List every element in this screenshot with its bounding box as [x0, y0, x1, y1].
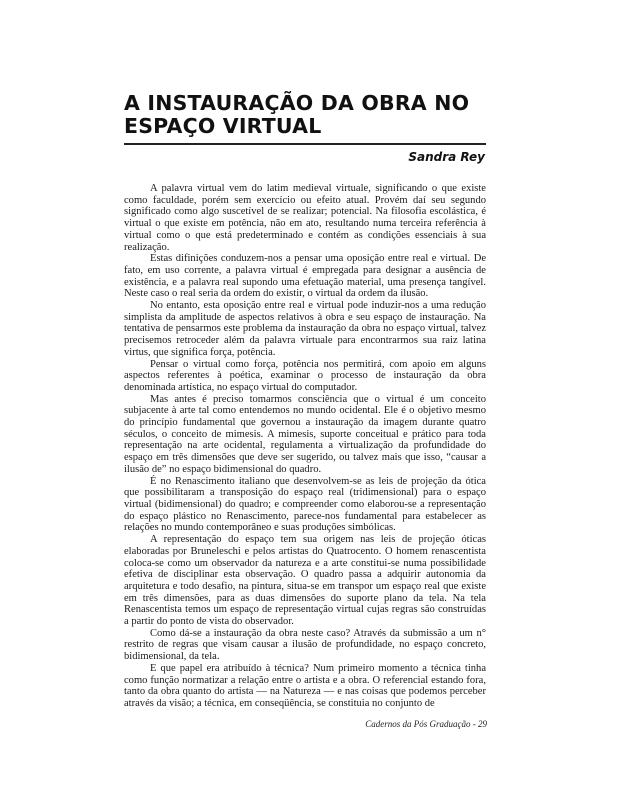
- paragraph: A palavra virtual vem do latim medieval virtuale, significando o que existe como faculdade, porém sem exercício ou efeito atual. Provém daí seu segundo significado como algo suscetível de se realizar; potencial. Na filosofia escolástica, é virtual o que existe em potência, não em ato, resultando numa terceira referência à virtual como o que está predeterminado e contém as condições essenciais à sua realização.: [124, 183, 486, 253]
- paragraph: Pensar o virtual como força, potência nos permitirá, com apoio em alguns aspectos referentes à poética, examinar o processo de instauração da obra denominada artística, no espaço virtual do computador.: [124, 358, 486, 393]
- article-body: [124, 183, 486, 710]
- paragraph: A representação do espaço tem sua origem nas leis de projeção óticas elaboradas por Bruneleschi e pelos artistas do Quatrocento. O homem renascentista coloca-se como um observador da natureza e a arte constitui-se numa possibilidade efetiva de disciplinar esta observação. O quadro passa a adquirir autonomia da arquitetura e todo desafio, na pintura, situa-se em transpor um espaço real que existe em três dimensões, para as duas dimensões do suporte plano da tela. Na tela Renascentista temos um espaço de representação virtual cujas regras são construídas a partir do ponto de vista do observador.: [124, 534, 486, 628]
- paragraph: É no Renascimento italiano que desenvolvem-se as leis de projeção da ótica que possibilitaram a transposição do espaço real (tridimensional) para o espaço virtual (bidimensional) do quadro; e compreender como elaborou-se a representação do espaço plástico no Renascimento, parece-nos fundamental para estabelecer as relações no mundo contemporâneo e suas produções simbólicas.: [124, 475, 486, 534]
- author-name: Sandra Rey: [408, 150, 485, 164]
- paragraph: No entanto, esta oposição entre real e virtual pode induzir-nos a uma redução simplista da amplitude de aspectos relativos à obra e seu espaço de instauração. Na tentativa de pensarmos este problema da instauração da obra no espaço virtual, talvez precisemos retroceder além da palavra virtuale para encontrarmos sua raiz latina virtus, que significa força, potência.: [124, 300, 486, 358]
- title-rule: [124, 143, 486, 145]
- paragraph: Estas difinições conduzem-nos a pensar uma oposição entre real e virtual. De fato, em uso corrente, a palavra virtual é empregada para designar a ausência de existência, e a palavra real supondo uma efetuação material, uma presença tangível. Neste caso o real seria da ordem do existir, o virtual da ordem da ilusão.: [124, 253, 486, 300]
- page-footer: Cadernos da Pós Graduação - 29: [365, 719, 487, 729]
- paragraph: E que papel era atribuído à técnica? Num primeiro momento a técnica tinha como função normatizar a relação entre o artista e a obra. O referencial estando fora, tanto da obra quanto do artista — na Natureza — e nas coisas que podemos perceber através da visão; a técnica, em conseqüência, se constituia no conjunto de: [124, 662, 486, 709]
- paragraph: Mas antes é preciso tomarmos consciência que o virtual é um conceito subjacente à arte tal como entendemos no mundo ocidental. Ele é o objetivo mesmo do princípio fundamental que governou a instauração da imagem durante quatro séculos, o conceito de mimesis. A mimesis, suporte conceitual e prático para toda representação na arte ocidental, regulamenta a virtualização da profundidade do espaço em três dimensões que deve ser sugerido, ou talvez mais que isso, “causar a ilusão de” no espaço bidimensional do quadro.: [124, 393, 486, 475]
- paragraph: Como dá-se a instauração da obra neste caso? Através da submissão a um n° restrito de regras que visam causar a ilusão de profundidade, no espaço concreto, bidimensional, da tela.: [124, 627, 486, 663]
- article-title: [124, 92, 524, 138]
- title-line-2: ESPAÇO VIRTUAL: [124, 114, 322, 138]
- title-line-1: A INSTAURAÇÃO DA OBRA NO: [124, 91, 470, 115]
